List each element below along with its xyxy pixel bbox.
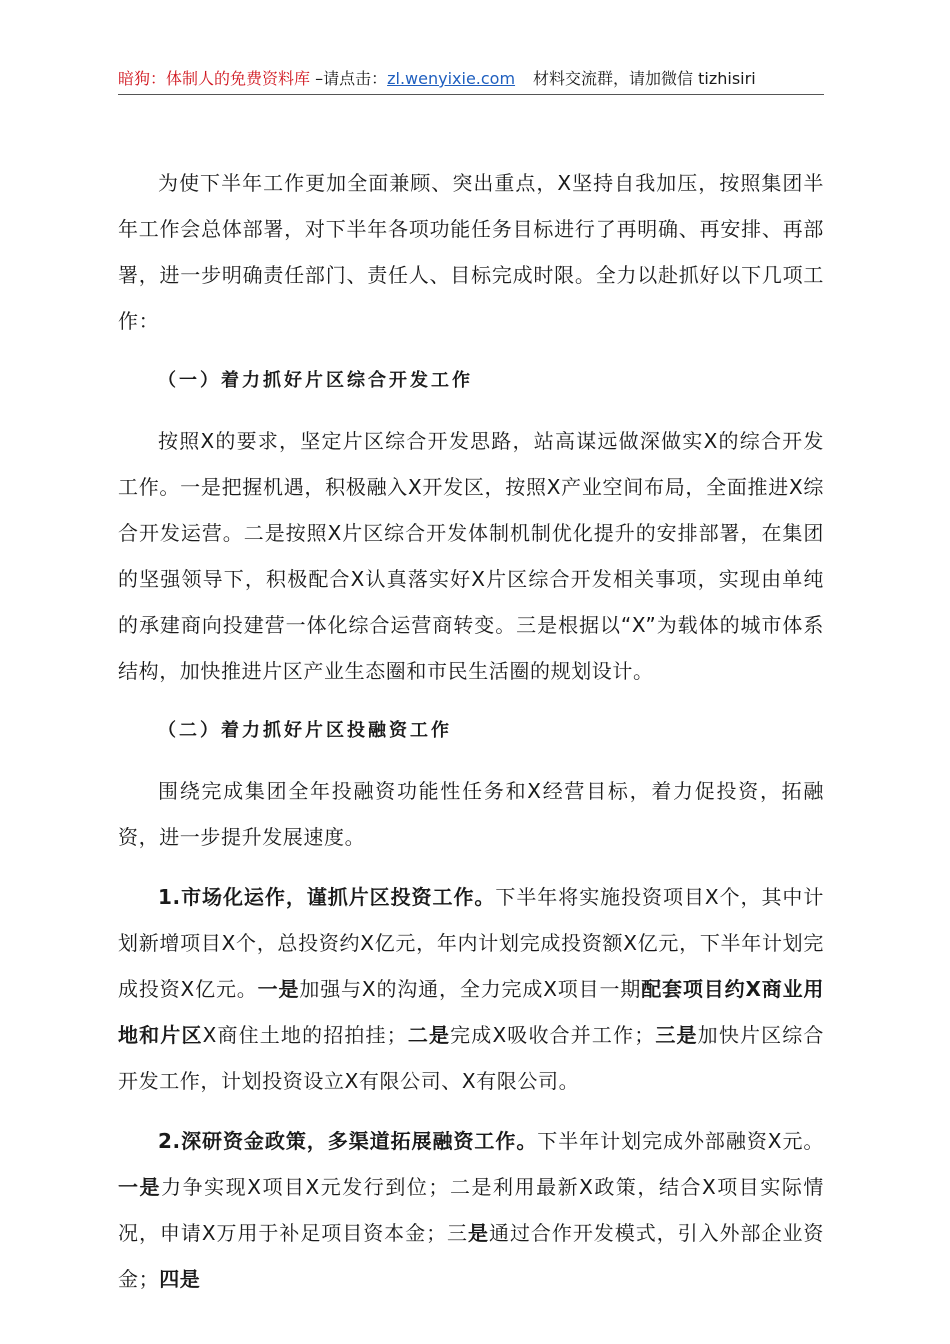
header-link[interactable]: zl.wenyixie.com bbox=[387, 69, 516, 88]
header-site-name: 暗狗：体制人的免费资料库 bbox=[118, 69, 311, 88]
document-body bbox=[118, 160, 824, 1302]
paragraph-4: 2.深研资金政策，多渠道拓展融资工作。下半年计划完成外部融资X元。一是力争实现X项目X元发行到位；二是利用最新X政策，结合X项目实际情况，申请X万用于补足项目资本金；三是通过合作开发模式，引入外部企业资金；四是 bbox=[118, 1129, 824, 1291]
intro-paragraph: 为使下半年工作更加全面兼顾、突出重点，X坚持自我加压，按照集团半年工作会总体部署，对下半年各项功能任务目标进行了再明确、再安排、再部署，进一步明确责任部门、责任人、目标完成时限。全力以赴抓好以下几项工作： bbox=[118, 171, 824, 333]
paragraph-4-title: 2.深研资金政策，多渠道拓展融资工作。 bbox=[158, 1129, 538, 1153]
paragraph-3: 1.市场化运作，谨抓片区投资工作。下半年将实施投资项目X个，其中计划新增项目X个，总投资约X亿元，年内计划完成投资额X亿元，下半年计划完成投资X亿元。一是加强与X的沟通，全力完成X项目一期配套项目约X商业用地和片区X商住土地的招拍挂；二是完成X吸收合并工作；三是加快片区综合开发工作，计划投资设立X有限公司、X有限公司。 bbox=[118, 885, 825, 1093]
paragraph-2: 围绕完成集团全年投融资功能性任务和X经营目标，着力促投资，拓融资，进一步提升发展速度。 bbox=[118, 779, 824, 849]
section-heading-1: （一）着力抓好片区综合开发工作 bbox=[158, 370, 473, 391]
header-contact: 材料交流群，请加微信 tizhisiri bbox=[533, 69, 756, 88]
section-heading-2: （二）着力抓好片区投融资工作 bbox=[158, 720, 452, 741]
page-header bbox=[118, 64, 824, 95]
paragraph-3-title: 1.市场化运作，谨抓片区投资工作。 bbox=[158, 885, 496, 909]
paragraph-1: 按照X的要求，坚定片区综合开发思路，站高谋远做深做实X的综合开发工作。一是把握机遇，积极融入X开发区，按照X产业空间布局，全面推进X综合开发运营。二是按照X片区综合开发体制机制优化提升的安排部署，在集团的坚强领导下，积极配合X认真落实好X片区综合开发相关事项，实现由单纯的承建商向投建营一体化综合运营商转变。三是根据以“X”为载体的城市体系结构，加快推进片区产业生态圈和市民生活圈的规划设计。 bbox=[118, 429, 824, 683]
header-prompt: –请点击： bbox=[310, 69, 388, 88]
